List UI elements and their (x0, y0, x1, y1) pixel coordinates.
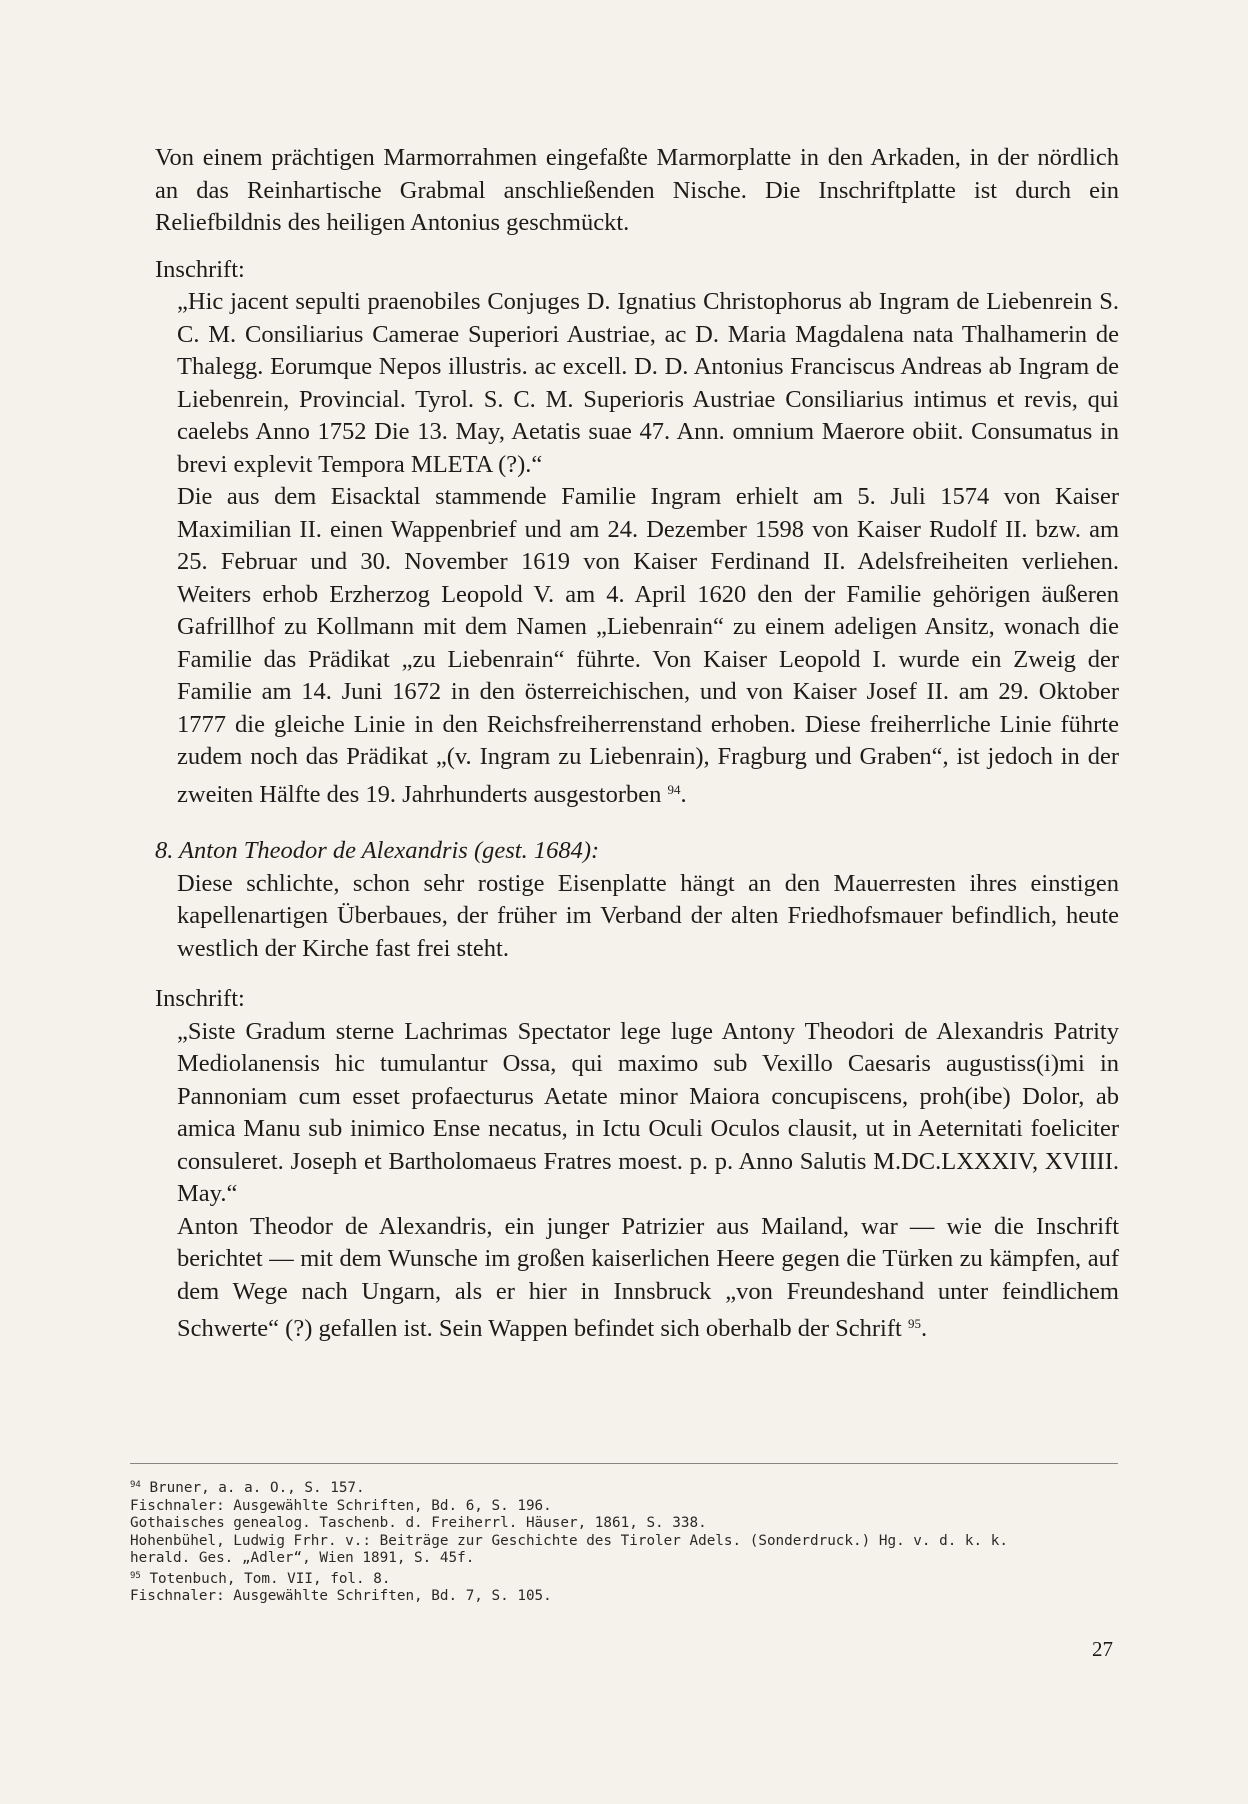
paragraph-family-history (155, 481, 1119, 811)
period: . (680, 780, 687, 808)
footnote-line: Bruner, a. a. O., S. 157. (140, 1480, 365, 1496)
paragraph-alexandris (155, 1211, 1119, 1346)
footnote-line: Hohenbühel, Ludwig Frhr. v.: Beiträge zur Geschichte des Tiroler Adels. (Sonderdruck.) Hg. v. d. k. k. (130, 1532, 1008, 1549)
footnote-95 (130, 1568, 1120, 1589)
footnote-line: herald. Ges. „Adler“, Wien 1891, S. 45f. (130, 1550, 475, 1566)
footnote-94 (130, 1477, 1120, 1498)
paragraph-intro: Von einem prächtigen Marmorrahmen eingefaßte Marmorplatte in den Arkaden, in der nördlich an das Reinhartische Grabmal anschließenden Nische. Die Inschriftplatte ist durch ein Reliefbildnis des heiligen Antonius geschmückt. (155, 144, 1119, 236)
footnote-ref: 95 (907, 1316, 921, 1331)
paragraph-text: Die aus dem Eisacktal stammende Familie Ingram erhielt am 5. Juli 1574 von Kaiser Maximilian II. einen Wappenbrief und am 24. Dezember 1598 von Kaiser Rudolf II. bzw. am 25. Februar und 30. November 1619 von Kaiser Ferdinand II. Adelsfreiheiten verliehen. Weiters erhob Erzherzog Leopold V. am 4. April 1620 den der Familie gehörigen äußeren Gafrillhof zu Kollmann mit dem Namen „Liebenrain“ zu einem adeligen Ansitz, wonach die Familie das Prädikat „zu Liebenrain“ führte. Von Kaiser Leopold I. wurde ein Zweig der Familie am 14. Juni 1672 in den österreichischen, und von Kaiser Josef II. am 29. Oktober 1777 die gleiche Linie in den Reichsfreiherrenstand erhoben. Diese freiherrliche Linie führte zudem noch das Prädikat „(v. Ingram zu Liebenrain), Fragburg und Graben“, ist jedoch in der zweiten Hälfte des 19. Jahrhunderts ausgestorben (177, 483, 1119, 808)
footnote-number: 95 (130, 1570, 141, 1581)
inscription-label: Inschrift: (155, 255, 245, 283)
section-heading: 8. Anton Theodor de Alexandris (gest. 1684): (155, 837, 600, 864)
footnote-line: Fischnaler: Ausgewählte Schriften, Bd. 6, S. 196. (130, 1497, 552, 1514)
inscription-quote: „Hic jacent sepulti praenobiles Conjuges D. Ignatius Christophorus ab Ingram de Liebenrein S. C. M. Consiliarius Camerae Superiori Austriae, ac D. Maria Magdalena nata Thalhamerin de Thalegg. Eorumque Nepos illustris. ac excell. D. D. Antonius Franciscus Andreas ab Ingram de Liebenrein, Provincial. Tyrol. S. C. M. Superioris Austriae Consiliarius intimus et revis, qui caelebs Anno 1752 Die 13. May, Aetatis suae 47. Ann. omnium Maerore obiit. Consumatus in brevi explevit Tempora MLETA (?).“ (177, 288, 1119, 478)
paragraph-plate-description: Diese schlichte, schon sehr rostige Eisenplatte hängt an den Mauerresten ihres einstigen kapellenartigen Überbaues, der früher im Verband der alten Friedhofsmauer befindlich, heute westlich der Kirche fast frei steht. (177, 869, 1119, 962)
paragraph-text: Anton Theodor de Alexandris, ein junger Patrizier aus Mailand, war — wie die Inschrift berichtet — mit dem Wunsche im großen kaiserlichen Heere gegen die Türken zu kämpfen, auf dem Wege nach Ungarn, als er hier in Innsbruck „von Freundeshand unter feindlichem Schwerte“ (?) gefallen ist. Sein Wappen befindet sich oberhalb der Schrift (177, 1212, 1119, 1342)
footnote-line: Totenbuch, Tom. VII, fol. 8. (140, 1570, 391, 1587)
footnote-divider (130, 1463, 1118, 1464)
page-number: 27 (1092, 1637, 1113, 1661)
footnote-ref: 94 (667, 781, 681, 797)
body-text (155, 142, 1119, 1346)
period: . (920, 1315, 928, 1342)
inscription-quote: „Siste Gradum sterne Lachrimas Spectator lege luge Antony Theodori de Alexandris Patrity Mediolanensis hic tumulantur Ossa, qui maximo sub Vexillo Caesaris augustiss(i)mi in Pannoniam cum esset profaecturus Aetate minor Maiora concupiscens, proh(ibe) Dolor, ab amica Manu sub inimico Ense necatus, in Ictu Oculi Oculos clausit, ut in Aeternitati foeliciter consuleret. Joseph et Bartholomaeus Fratres moest. p. p. Anno Salutis M.DC.LXXXIV, XVIIII. May.“ (177, 1017, 1119, 1207)
inscription-label: Inschrift: (155, 985, 245, 1012)
footnote-line: Gothaisches genealog. Taschenb. d. Freiherrl. Häuser, 1861, S. 338. (130, 1515, 707, 1531)
footnotes (130, 1477, 1120, 1606)
footnote-line: Fischnaler: Ausgewählte Schriften, Bd. 7, S. 105. (130, 1588, 552, 1604)
footnote-number: 94 (130, 1480, 141, 1490)
